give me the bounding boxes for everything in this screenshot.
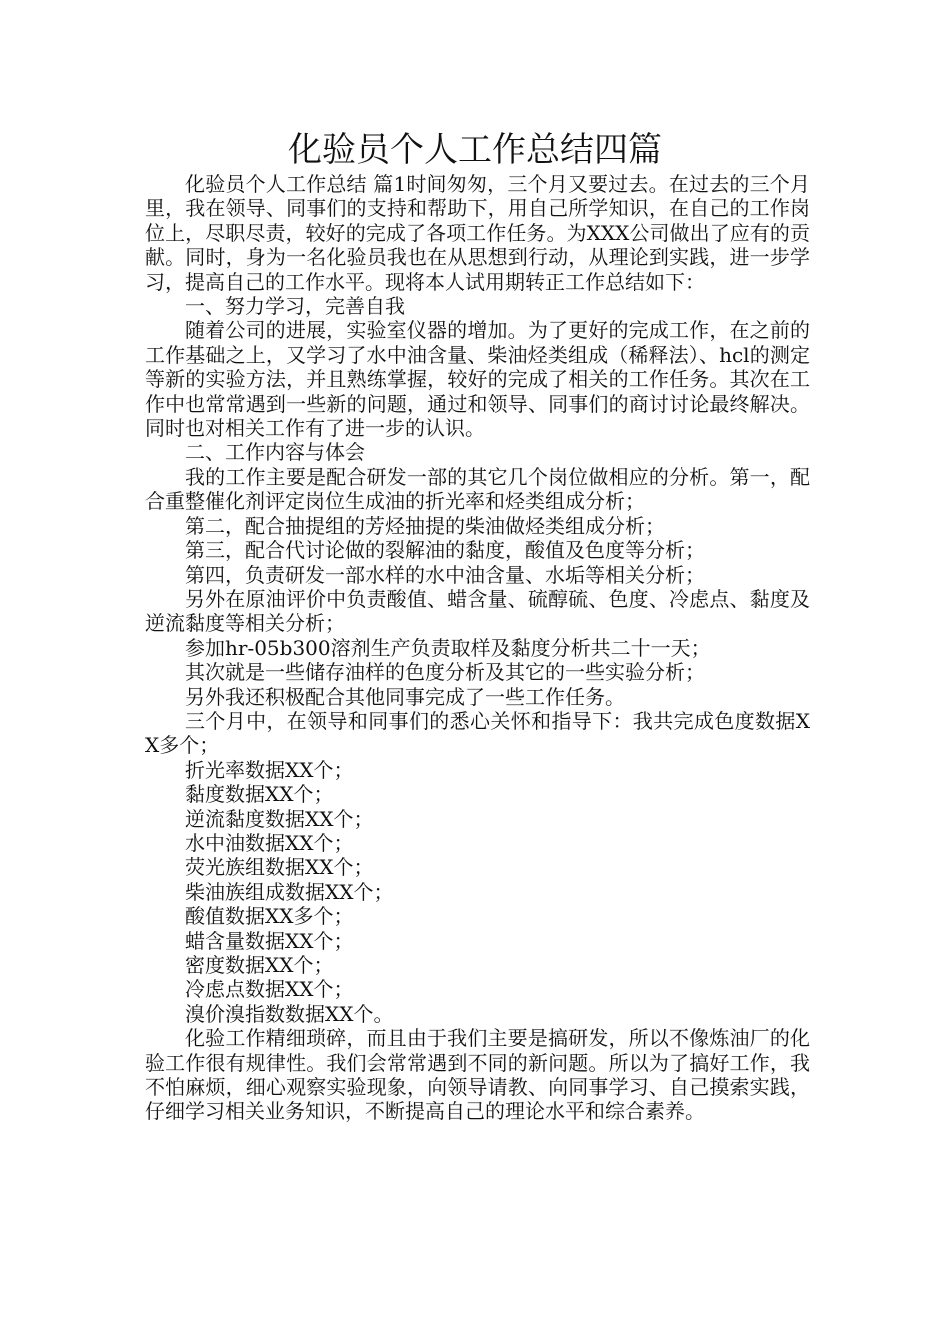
paragraph-work-item: 另外我还积极配合其他同事完成了一些工作任务。: [185, 684, 625, 709]
paragraph-work-main: 我的工作主要是配合研发一部的其它几个岗位做相应的分析。第一，配合重整催化剂评定岗位生成油的折光率和烃类组成分析；: [145, 464, 810, 514]
data-list-item: 冷虑点数据XX个；: [185, 977, 354, 1002]
document-body: [145, 172, 810, 1124]
data-list-item: 逆流黏度数据XX个；: [185, 806, 374, 831]
data-list-item: 蜡含量数据XX个；: [185, 928, 354, 953]
paragraph-work-item: 第二，配合抽提组的芳烃抽提的柴油做烃类组成分析；: [185, 513, 665, 538]
data-list-item: 溴价溴指数数据XX个。: [185, 1001, 394, 1026]
data-list-item: 密度数据XX个；: [185, 953, 334, 977]
data-list-item: 黏度数据XX个；: [185, 782, 334, 807]
paragraph-work-item: 参加hr-05b300溶剂生产负责取样及黏度分析共二十一天；: [185, 635, 711, 660]
paragraph-work-item: 第三，配合代讨论做的裂解油的黏度，酸值及色度等分析；: [185, 538, 705, 563]
document-title: 化验员个人工作总结四篇: [288, 130, 662, 170]
paragraph-intro: 化验员个人工作总结 篇1时间匆匆，三个月又要过去。在过去的三个月里，我在领导、同事们的支持和帮助下，用自己所学知识，在自己的工作岗位上，尽职尽责，较好的完成了各项工作任务。为XXX公司做出了应有的贡献。同时，身为一名化验员我也在从思想到行动，从理论到实践，进一步学习，提高自己的工作水平。现将本人试用期转正工作总结如下：: [145, 172, 810, 294]
section-heading-work: 二、工作内容与体会: [185, 440, 365, 465]
paragraph-study: 随着公司的进展，实验室仪器的增加。为了更好的完成工作，在之前的工作基础之上，又学习了水中油含量、柴油烃类组成（稀释法）、hcl的测定等新的实验方法，并且熟练掌握，较好的完成了相关的工作任务。其次在工作中也常常遇到一些新的问题，通过和领导、同事们的商讨讨论最终解决。同时也对相关工作有了进一步的认识。: [145, 318, 810, 441]
paragraph-work-item: 第四，负责研发一部水样的水中油含量、水垢等相关分析；: [185, 562, 705, 587]
paragraph-conclusion: 化验工作精细琐碎，而且由于我们主要是搞研发，所以不像炼油厂的化验工作很有规律性。我们会常常遇到不同的新问题。所以为了搞好工作，我不怕麻烦，细心观察实验现象，向领导请教、向同事学习、自己摸索实践，仔细学习相关业务知识，不断提高自己的理论水平和综合素养。: [145, 1026, 810, 1124]
data-list-item: 荧光族组数据XX个；: [185, 855, 374, 880]
data-list-item: 水中油数据XX个；: [185, 830, 354, 855]
paragraph-data-summary: 三个月中，在领导和同事们的悉心关怀和指导下：我共完成色度数据XX多个；: [145, 708, 810, 758]
paragraph-work-item: 另外在原油评价中负责酸值、蜡含量、硫醇硫、色度、冷虑点、黏度及逆流黏度等相关分析；: [145, 586, 810, 636]
data-list-item: 酸值数据XX多个；: [185, 904, 354, 929]
section-heading-study: 一、努力学习，完善自我: [185, 294, 405, 319]
data-list-item: 折光率数据XX个；: [185, 757, 354, 782]
paragraph-work-item: 其次就是一些储存油样的色度分析及其它的一些实验分析；: [185, 660, 705, 685]
data-list-item: 柴油族组成数据XX个；: [185, 879, 394, 904]
